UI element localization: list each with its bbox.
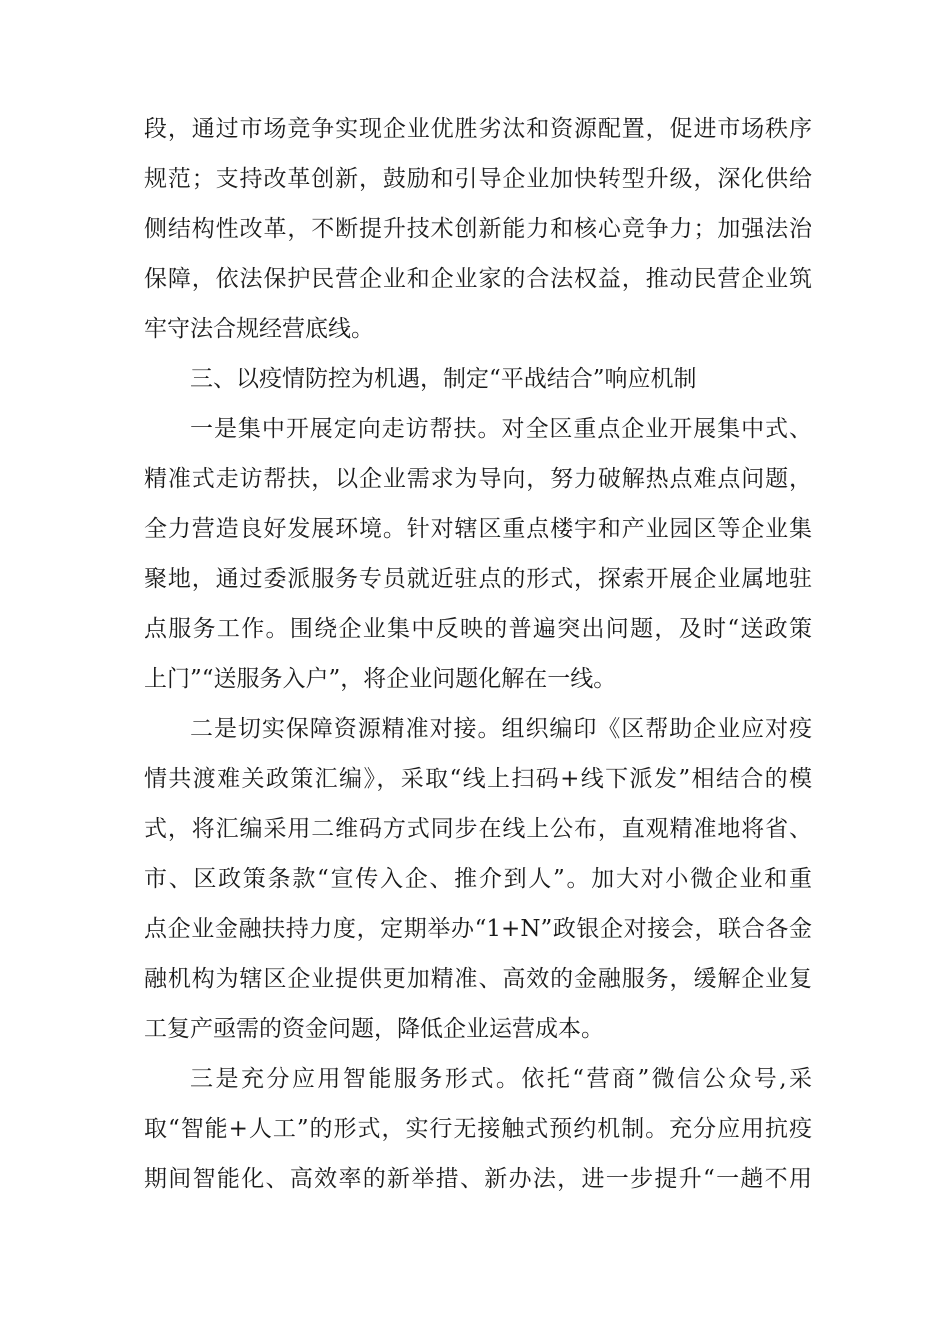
- text-line: 全力营造良好发展环境。针对辖区重点楼宇和产业园区等企业集: [144, 516, 812, 542]
- text-line: 三、以疫情防控为机遇，制定“平战结合”响应机制: [190, 366, 697, 392]
- text-line: 精准式走访帮扶，以企业需求为导向，努力破解热点难点问题，: [144, 466, 812, 492]
- text-line: 规范；支持改革创新，鼓励和引导企业加快转型升级，深化供给: [144, 166, 812, 192]
- text-line: 市、区政策条款“宣传入企、推介到人”。加大对小微企业和重: [144, 866, 812, 892]
- text-line: 取“智能+人工”的形式，实行无接触式预约机制。充分应用抗疫: [144, 1116, 812, 1142]
- text-line: 融机构为辖区企业提供更加精准、高效的金融服务，缓解企业复: [144, 966, 812, 992]
- text-line: 一是集中开展定向走访帮扶。对全区重点企业开展集中式、: [190, 416, 812, 442]
- document-body: [144, 104, 812, 1204]
- text-line: 期间智能化、高效率的新举措、新办法，进一步提升“一趟不用: [144, 1166, 812, 1192]
- text-line: 工复产亟需的资金问题，降低企业运营成本。: [144, 1016, 604, 1042]
- text-line: 牢守法合规经营底线。: [144, 316, 374, 342]
- text-line: 二是切实保障资源精准对接。组织编印《区帮助企业应对疫: [190, 716, 812, 742]
- text-line: 聚地，通过委派服务专员就近驻点的形式，探索开展企业属地驻: [144, 566, 812, 592]
- text-line: 三是充分应用智能服务形式。依托“营商”微信公众号,采: [190, 1066, 812, 1092]
- text-line: 点服务工作。围绕企业集中反映的普遍突出问题，及时“送政策: [144, 616, 812, 642]
- text-line: 上门”“送服务入户”，将企业问题化解在一线。: [144, 666, 617, 692]
- text-line: 段，通过市场竞争实现企业优胜劣汰和资源配置，促进市场秩序: [144, 116, 812, 142]
- text-line: 情共渡难关政策汇编》，采取“线上扫码+线下派发”相结合的模: [144, 766, 812, 792]
- text-line: 点企业金融扶持力度，定期举办“1+N”政银企对接会，联合各金: [144, 916, 812, 942]
- text-line: 式，将汇编采用二维码方式同步在线上公布，直观精准地将省、: [144, 816, 812, 842]
- text-line: 侧结构性改革，不断提升技术创新能力和核心竞争力；加强法治: [144, 216, 812, 242]
- text-line: 保障，依法保护民营企业和企业家的合法权益，推动民营企业筑: [144, 266, 812, 292]
